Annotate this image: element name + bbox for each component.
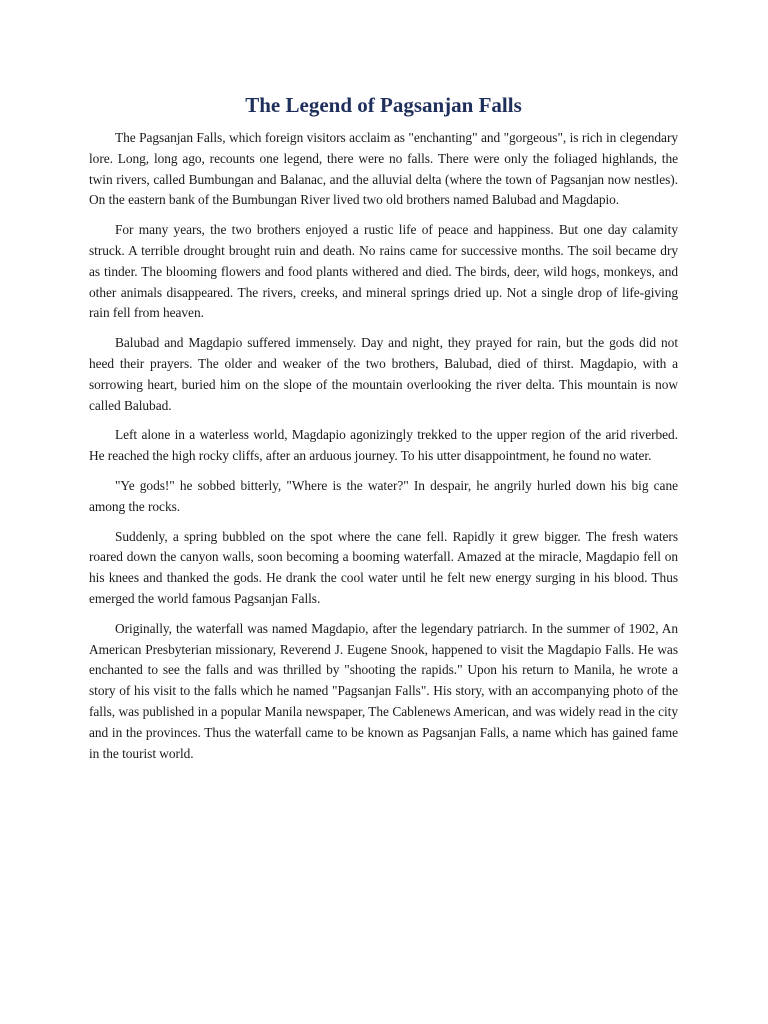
paragraph-1: The Pagsanjan Falls, which foreign visitors acclaim as "enchanting" and "gorgeous", is rich in clegendary lore. Long, long ago, recounts one legend, there were no falls. There were only the foliaged highlands, the twin rivers, called Bumbungan and Balanac, and the alluvial delta (where the town of Pagsanjan now nestles). On the eastern bank of the Bumbungan River lived two old brothers named Balubad and Magdapio.	[89, 130, 678, 208]
paragraph-3: Balubad and Magdapio suffered immensely. Day and night, they prayed for rain, but the gods did not heed their prayers. The older and weaker of the two brothers, Balubad, died of thirst. Magdapio, with a sorrowing heart, buried him on the slope of the mountain overlooking the river delta. This mountain is now called Balubad.	[89, 335, 678, 413]
paragraph-4: Left alone in a waterless world, Magdapio agonizingly trekked to the upper region of the arid riverbed. He reached the high rocky cliffs, after an arduous journey. To his utter disappointment, he found no water.	[89, 427, 678, 464]
paragraph-2: For many years, the two brothers enjoyed a rustic life of peace and happiness. But one day calamity struck. A terrible drought brought ruin and death. No rains came for successive months. The soil became dry as tinder. The blooming flowers and food plants withered and died. The birds, deer, wild hogs, monkeys, and other animals disappeared. The rivers, creeks, and mineral springs dried up. Not a single drop of life-giving rain fell from heaven.	[89, 222, 678, 321]
paragraph-6: Suddenly, a spring bubbled on the spot where the cane fell. Rapidly it grew bigger. The fresh waters roared down the canyon walls, soon becoming a booming waterfall. Amazed at the miracle, Magdapio fell on his knees and thanked the gods. He drank the cool water until he felt new energy surging in his blood. Thus emerged the world famous Pagsanjan Falls.	[89, 528, 678, 606]
document-title: The Legend of Pagsanjan Falls	[245, 93, 522, 117]
paragraph-5: "Ye gods!" he sobbed bitterly, "Where is the water?" In despair, he angrily hurled down his big cane among the rocks.	[89, 477, 678, 514]
paragraph-7: Originally, the waterfall was named Magdapio, after the legendary patriarch. In the summer of 1902, An American Presbyterian missionary, Reverend J. Eugene Snook, happened to visit the Magdapio Falls. He was enchanted to see the falls and was thrilled by "shooting the rapids." Upon his return to Manila, he wrote a story of his visit to the falls which he named "Pagsanjan Falls". His story, with an accompanying photo of the falls, was published in a popular Manila newspaper, The Cablenews American, and was widely read in the city and in the provinces. Thus the waterfall came to be known as Pagsanjan Falls, a name which has gained fame in the tourist world.	[89, 620, 678, 761]
document-page	[89, 90, 678, 773]
